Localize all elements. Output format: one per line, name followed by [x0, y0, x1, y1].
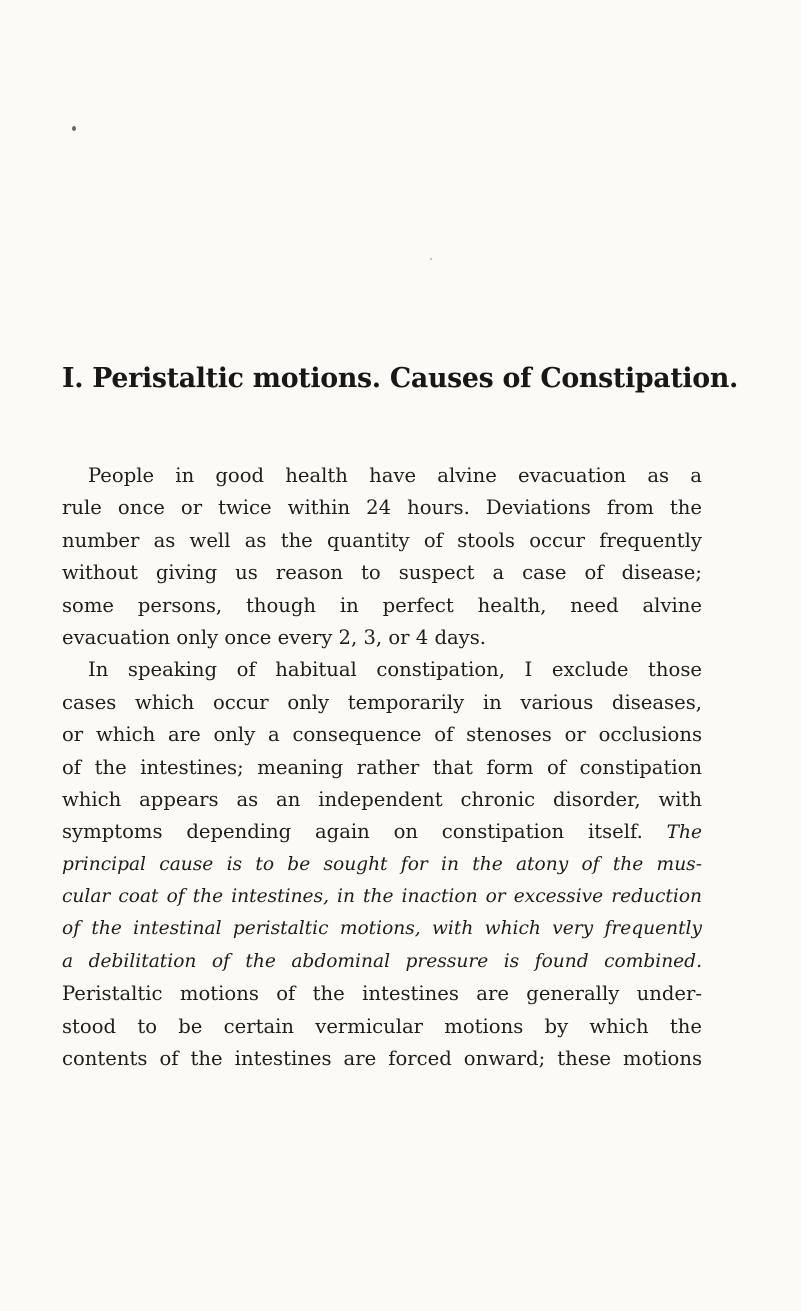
text-line: Peristaltic motions of the intestines are generally under- — [62, 982, 702, 1006]
text-line: cases which occur only temporarily in various diseases, — [62, 690, 702, 714]
text-line: some persons, though in perfect health, need alvine — [62, 593, 702, 617]
text-line: of the intestines; meaning rather that form of constipation — [62, 755, 702, 779]
text-line: contents of the intestines are forced onward; these motions — [62, 1047, 702, 1071]
text-line: People in good health have alvine evacuation as a — [88, 464, 702, 487]
text-line: or which are only a consequence of stenoses or occlusions — [62, 723, 702, 747]
text-line-italic: cular coat of the intestines, in the inaction or excessive reduction — [62, 886, 702, 908]
section-heading: I. Peristaltic motions. Causes of Constipation. — [62, 363, 739, 394]
text-line: without giving us reason to suspect a case of disease; — [62, 561, 702, 585]
text-line-italic-tail: The — [666, 822, 702, 844]
text-line: evacuation only once every 2, 3, or 4 days. — [62, 625, 487, 649]
page-speck — [430, 258, 432, 260]
text-line-italic: principal cause is to be sought for in the atony of the mus- — [62, 853, 702, 875]
text-line-italic: of the intestinal peristaltic motions, with which very frequently — [62, 918, 702, 940]
text-line-italic: a debilitation of the abdominal pressure is found combined. — [62, 950, 702, 972]
page-speck — [72, 126, 76, 131]
text-line-mixed — [62, 816, 702, 848]
body-text — [62, 460, 702, 1075]
text-line: stood to be certain vermicular motions by which the — [62, 1014, 702, 1038]
text-line: In speaking of habitual constipation, I exclude those — [88, 658, 702, 682]
text-line: which appears as an independent chronic disorder, with — [62, 787, 702, 811]
text-line: rule once or twice within 24 hours. Deviations from the — [62, 496, 702, 520]
text-line: number as well as the quantity of stools occur frequently — [62, 528, 702, 552]
text-line-roman: symptoms depending again on constipation itself. — [62, 820, 643, 844]
